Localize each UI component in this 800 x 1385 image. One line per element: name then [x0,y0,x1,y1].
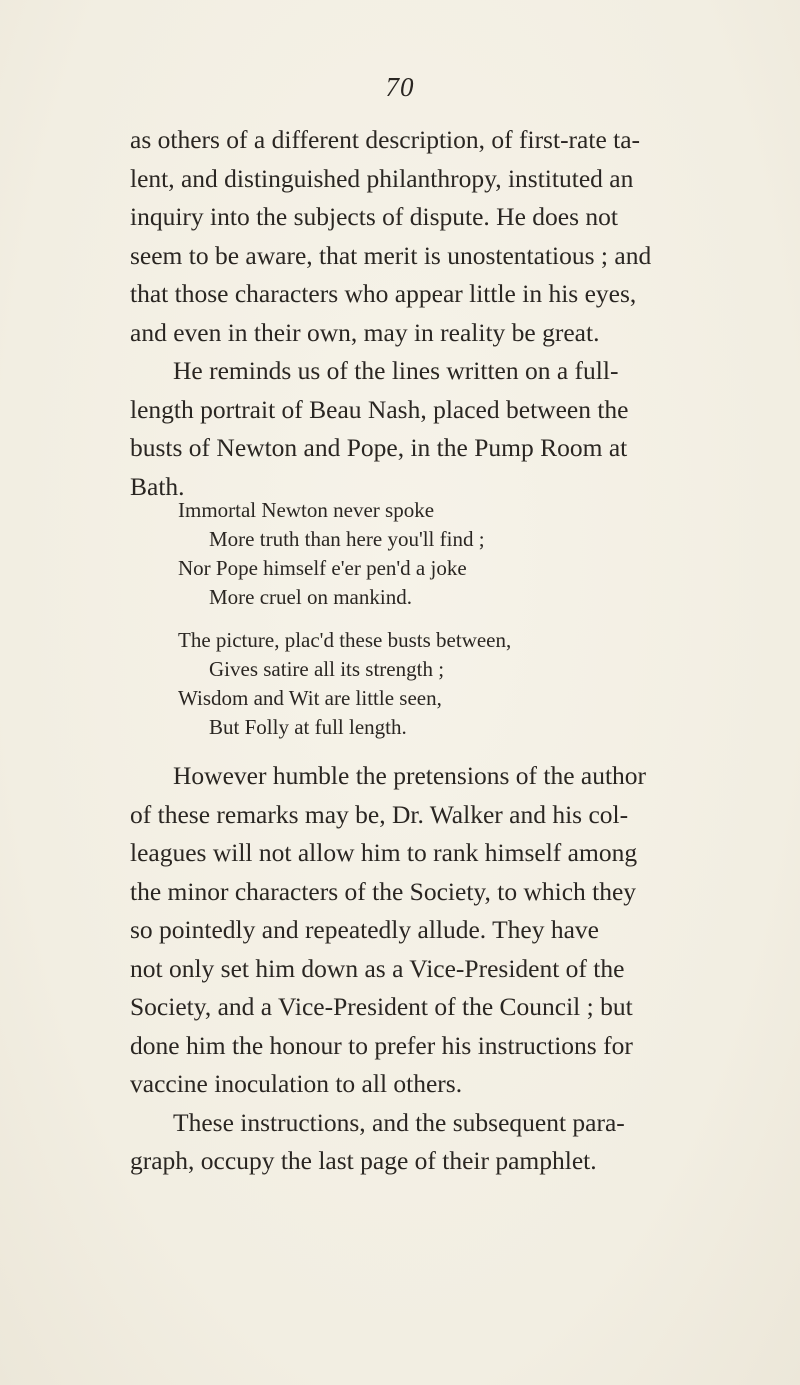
paragraph: However humble the pretensions of the author of these remarks may be, Dr. Walker and his col- leagues will not allow him to rank himself among the minor characters of the Society, to which they so pointedly and repeatedly allude. They have not only set him down as a Vice-President of the Society, and a Vice-President of the Council ; but done him the honour to prefer his instructions for vaccine inoculation to all others. [130,761,647,1098]
verse-line: More cruel on mankind. [209,585,412,609]
body-text-top [130,121,770,506]
verse-line: Wisdom and Wit are little seen, [178,686,442,710]
page-number: 70 [385,72,415,102]
verse-line: Gives satire all its strength ; [209,657,445,681]
verse-line: Immortal Newton never spoke [178,498,435,522]
verse-line: Nor Pope himself e'er pen'd a joke [178,556,467,580]
verse-line: The picture, plac'd these busts between, [178,628,512,652]
verse-stanza [178,496,485,612]
verse-line: More truth than here you'll find ; [209,527,485,551]
body-text-bottom [130,757,770,1181]
paragraph: These instructions, and the subsequent para- graph, occupy the last page of their pamphlet. [130,1107,625,1175]
paragraph: as others of a different description, of first-rate ta- lent, and distinguished philanthropy, instituted an inquiry into the subjects of dispute. He does not seem to be aware, that merit is unostentatious ; and that those characters who appear little in his eyes, and even in their own, may in reality be great. [130,125,652,347]
verse-line: But Folly at full length. [209,715,407,739]
paragraph: He reminds us of the lines written on a full- length portrait of Beau Nash, placed between the busts of Newton and Pope, in the Pump Room at Bath. [130,356,629,501]
verse-stanza [178,626,511,742]
